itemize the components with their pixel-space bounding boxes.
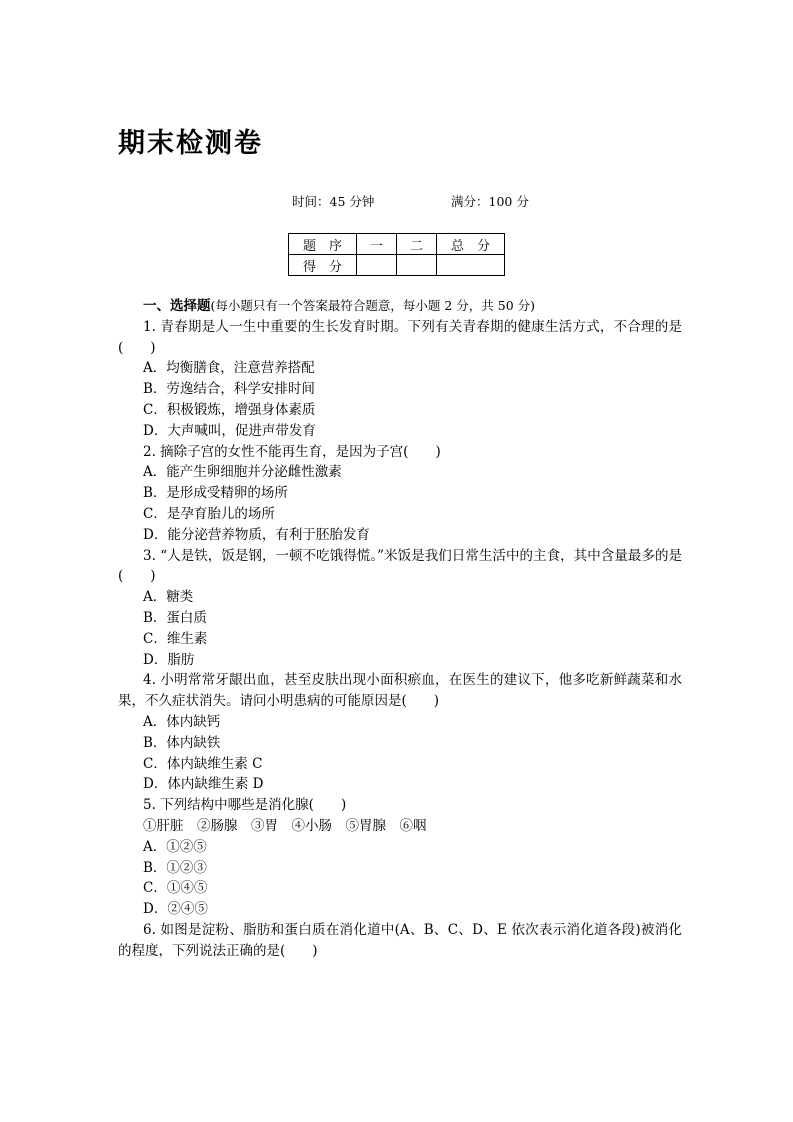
question-3 [118, 546, 682, 671]
option-b: B．是形成受精卵的场所 [143, 485, 288, 502]
score-table [288, 233, 505, 276]
option-a: A．糖类 [143, 589, 194, 606]
page-title: 期末检测卷 [118, 128, 263, 159]
question-1 [118, 317, 682, 442]
structure-list: ①肝脏 ②肠腺 ③胃 ④小肠 ⑤胃腺 ⑥咽 [143, 817, 427, 834]
exam-info [0, 192, 793, 212]
question-text: 1. 青春期是人一生中重要的生长发育时期。下列有关青春期的健康生活方式，不合理的是( ) [118, 318, 682, 356]
question-text: 5. 下列结构中哪些是消化腺( ) [143, 797, 347, 814]
question-4 [118, 670, 682, 795]
exam-time: 时间：45 分钟 [292, 194, 375, 209]
question-text: 2. 摘除子宫的女性不能再生育，是因为子宫( ) [143, 443, 441, 460]
score-table-cell [437, 255, 505, 276]
section-title: 一、选择题 [143, 298, 211, 314]
option-a: A．均衡膳食，注意营养搭配 [143, 360, 315, 377]
option-d: D．能分泌营养物质，有利于胚胎发育 [143, 526, 370, 543]
option-c: C．①④⑤ [143, 880, 208, 897]
option-d: D．大声喊叫，促进声带发育 [143, 422, 316, 439]
score-table-score-row [289, 255, 505, 276]
option-b: B．体内缺铁 [143, 734, 221, 751]
score-table-cell: 得 分 [289, 255, 357, 276]
option-b: B．①②③ [143, 859, 207, 876]
score-table-cell: 二 [397, 234, 437, 255]
option-c: C．体内缺维生素 C [143, 755, 263, 772]
exam-full-score: 满分：100 分 [451, 194, 529, 209]
option-b: B．劳逸结合，科学安排时间 [143, 381, 315, 398]
score-table-cell: 总 分 [437, 234, 505, 255]
option-c: C．是孕育胎儿的场所 [143, 505, 275, 522]
question-section [118, 296, 682, 962]
question-5 [118, 795, 682, 920]
score-table-cell: 题 序 [289, 234, 357, 255]
score-table-cell [357, 255, 397, 276]
section-heading [118, 296, 682, 317]
score-table-header-row [289, 234, 505, 255]
option-d: D．体内缺维生素 D [143, 776, 264, 793]
score-table-cell [397, 255, 437, 276]
score-table-cell: 一 [357, 234, 397, 255]
option-b: B．蛋白质 [143, 609, 207, 626]
option-d: D．②④⑤ [143, 901, 208, 918]
question-6 [118, 920, 682, 962]
question-text: 4. 小明常常牙龈出血，甚至皮肤出现小面积瘀血，在医生的建议下，他多吃新鲜蔬菜和水果，不久症状消失。请问小明患病的可能原因是( ) [118, 672, 682, 710]
question-text: 6. 如图是淀粉、脂肪和蛋白质在消化道中(A、B、C、D、E 依次表示消化道各段)被消化的程度，下列说法正确的是( ) [118, 921, 682, 959]
section-note: (每小题只有一个答案最符合题意，每小题 2 分，共 50 分) [210, 298, 536, 313]
option-a: A．①②⑤ [143, 838, 207, 855]
option-c: C．积极锻炼，增强身体素质 [143, 401, 316, 418]
option-d: D．脂肪 [143, 651, 195, 668]
question-text: 3. “人是铁，饭是钢，一顿不吃饿得慌。”米饭是我们日常生活中的主食，其中含量最多的是 ( ) [118, 547, 682, 585]
option-c: C．维生素 [143, 630, 208, 647]
question-2 [118, 442, 682, 546]
option-a: A．体内缺钙 [143, 713, 221, 730]
option-a: A．能产生卵细胞并分泌雌性激素 [143, 464, 342, 481]
